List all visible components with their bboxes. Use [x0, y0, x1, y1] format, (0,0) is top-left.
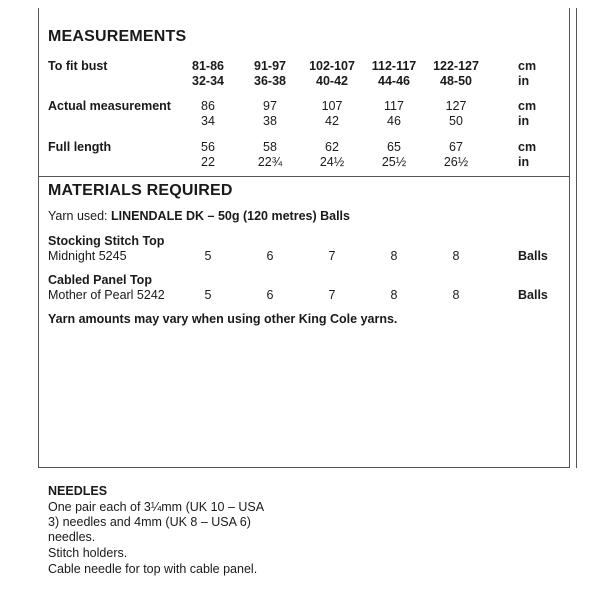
unit-cm: cm: [518, 140, 537, 154]
item-title-stocking-stitch: Stocking Stitch Top: [48, 234, 165, 248]
value-cell: 117: [384, 99, 404, 113]
amount-cell: 6: [266, 288, 274, 302]
value-cell: 56: [201, 140, 215, 154]
amount-cell: 8: [452, 288, 460, 302]
value-cell: 81-86: [192, 59, 224, 73]
value-cell: 42: [325, 114, 339, 128]
value-cell: 67: [449, 140, 463, 154]
needles-line: Stitch holders.: [48, 546, 128, 560]
amount-cell: 5: [204, 249, 212, 263]
value-cell: 25½: [381, 155, 407, 169]
needles-line: needles.: [48, 530, 96, 544]
amount-cell: 8: [390, 249, 398, 263]
value-cell: 38: [263, 114, 277, 128]
value-cell: 50: [449, 114, 463, 128]
amount-cell: 6: [266, 249, 274, 263]
amount-cell: 7: [328, 288, 336, 302]
materials-heading: MATERIALS REQUIRED: [48, 182, 233, 199]
needles-line: One pair each of 3¼mm (UK 10 – USA: [48, 500, 265, 514]
section-divider: [38, 176, 570, 177]
value-cell: 40-42: [316, 74, 348, 88]
amount-cell: 7: [328, 249, 336, 263]
needles-line: Cable needle for top with cable panel.: [48, 562, 258, 576]
item-colour: Mother of Pearl 5242: [48, 288, 165, 302]
unit-in: in: [518, 74, 530, 88]
value-cell: 58: [263, 140, 277, 154]
value-cell: 46: [387, 114, 401, 128]
value-cell: 65: [387, 140, 401, 154]
row-label-full-length: Full length: [48, 140, 112, 154]
value-cell: 36-38: [254, 74, 286, 88]
yarn-used-line: [48, 208, 350, 224]
value-cell: 34: [201, 114, 215, 128]
yarn-used-prefix: Yarn used:: [48, 209, 112, 223]
amount-cell: 8: [452, 249, 460, 263]
value-cell: 24½: [319, 155, 345, 169]
measurements-heading: MEASUREMENTS: [48, 28, 187, 45]
unit-in: in: [518, 114, 530, 128]
value-cell: 86: [201, 99, 215, 113]
needles-heading: NEEDLES: [48, 484, 108, 498]
yarn-used-name: LINENDALE DK – 50g (120 metres) Balls: [111, 209, 350, 223]
amount-cell: 8: [390, 288, 398, 302]
amount-cell: 5: [204, 288, 212, 302]
value-cell: 44-46: [378, 74, 410, 88]
value-cell: 48-50: [440, 74, 472, 88]
value-cell: 97: [263, 99, 277, 113]
needles-line: 3) needles and 4mm (UK 8 – USA 6): [48, 515, 251, 529]
right-rule: [576, 8, 577, 468]
value-cell: 32-34: [192, 74, 224, 88]
value-cell: 22¾: [257, 155, 283, 169]
row-label-actual-measurement: Actual measurement: [48, 99, 171, 113]
value-cell: 62: [325, 140, 339, 154]
value-cell: 102-107: [309, 59, 355, 73]
unit-cm: cm: [518, 99, 537, 113]
yarn-amount-note: Yarn amounts may vary when using other King Cole yarns.: [48, 312, 398, 326]
unit-cm: cm: [518, 59, 537, 73]
unit-in: in: [518, 155, 530, 169]
item-colour: Midnight 5245: [48, 249, 127, 263]
value-cell: 122-127: [433, 59, 479, 73]
value-cell: 127: [445, 99, 467, 113]
value-cell: 112-117: [371, 59, 417, 73]
value-cell: 107: [321, 99, 343, 113]
value-cell: 91-97: [254, 59, 286, 73]
row-label-to-fit-bust: To fit bust: [48, 59, 108, 73]
value-cell: 22: [201, 155, 215, 169]
unit-balls: Balls: [518, 288, 548, 302]
item-title-cabled-panel: Cabled Panel Top: [48, 273, 152, 287]
value-cell: 26½: [443, 155, 469, 169]
unit-balls: Balls: [518, 249, 548, 263]
